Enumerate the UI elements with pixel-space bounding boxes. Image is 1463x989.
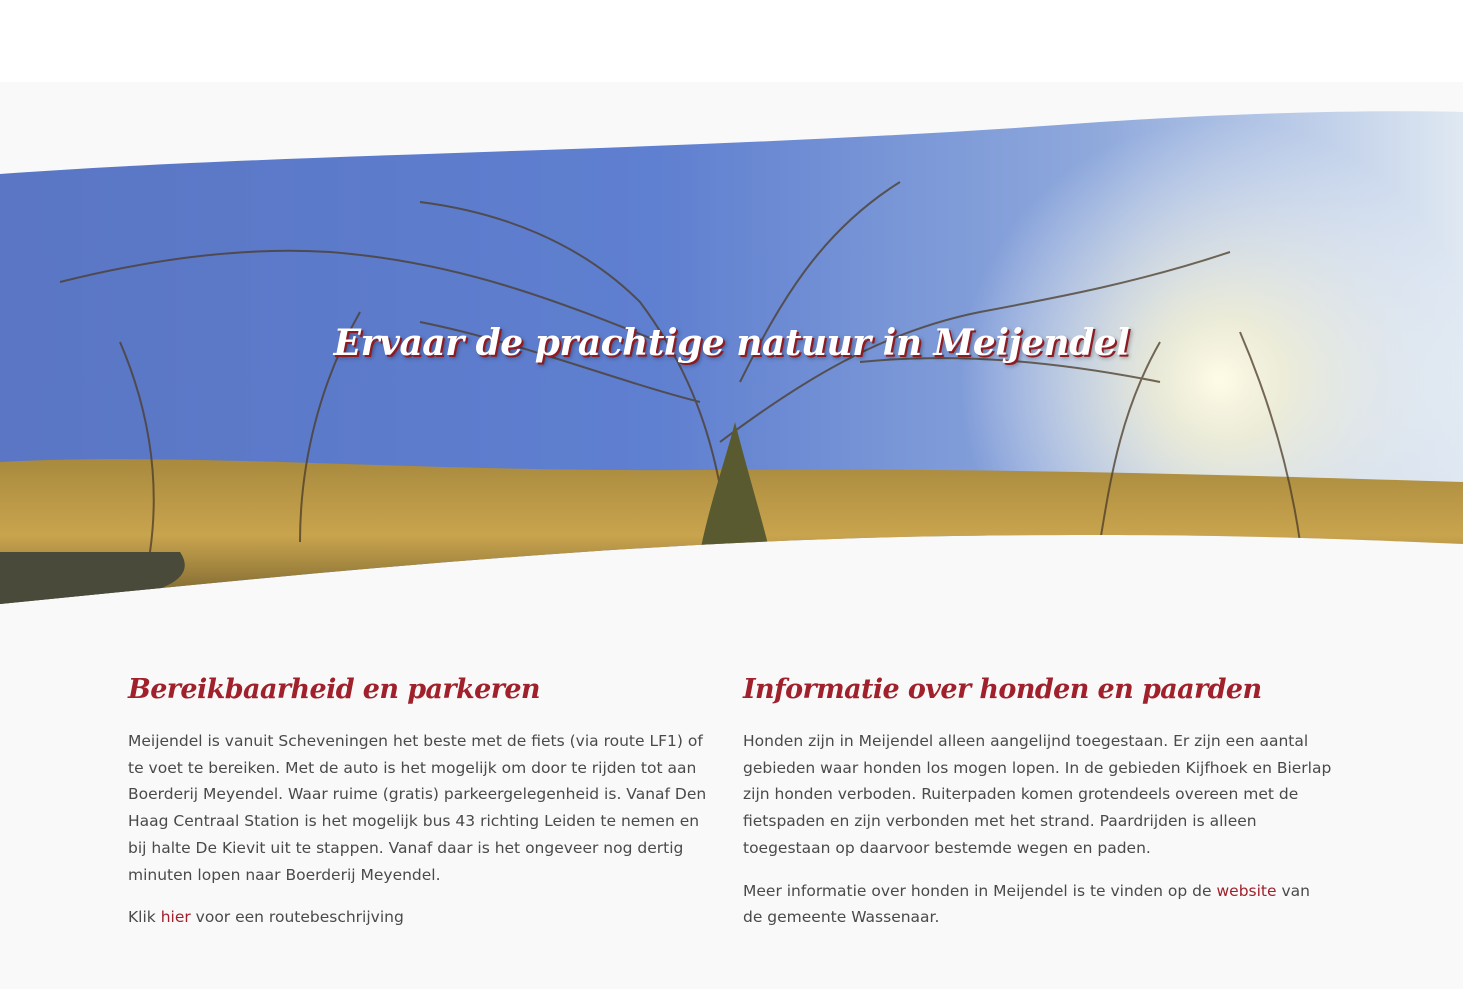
- dogs-horses-paragraph: Honden zijn in Meijendel alleen aangelijnd toegestaan. Er zijn een aantal gebieden waar honden los mogen lopen. In de gebieden Kijfhoek en Bierlap zijn honden verboden. Ruiterpaden komen grotendeels overeen met de fietspaden en zijn verbonden met het strand. Paardrijden is alleen toegestaan op daarvoor bestemde wegen en paden.: [743, 732, 1332, 857]
- route-link-prefix: Klik: [128, 908, 161, 927]
- more-info-line: [743, 878, 1333, 931]
- website-link[interactable]: website: [1216, 881, 1277, 900]
- route-link-suffix: voor een routebeschrijving: [190, 908, 404, 927]
- more-info-prefix: Meer informatie over honden in Meijendel is te vinden op de: [743, 881, 1217, 900]
- dogs-horses-heading: Informatie over honden en paarden: [743, 674, 1262, 705]
- route-description-line: [128, 904, 718, 931]
- more-info-suffix: van de gemeente Wassenaar.: [743, 881, 1310, 927]
- dogs-horses-column: [743, 668, 1333, 947]
- accessibility-column: [128, 668, 718, 947]
- route-link-hier[interactable]: hier: [160, 908, 191, 927]
- accessibility-paragraph: Meijendel is vanuit Scheveningen het beste met de fiets (via route LF1) of te voet te bereiken. Met de auto is het mogelijk om door te rijden tot aan Boerderij Meyendel. Waar ruime (gratis) parkeergelegenheid is. Vanaf Den Haag Centraal Station is het mogelijk bus 43 richting Leiden te nemen en bij halte De Kievit uit te stappen. Vanaf daar is het ongeveer nog dertig minuten lopen naar Boerderij Meyendel.: [128, 732, 707, 884]
- hero-title: Ervaar de prachtige natuur in Meijendel: [333, 322, 1130, 364]
- accessibility-heading: Bereikbaarheid en parkeren: [128, 674, 540, 705]
